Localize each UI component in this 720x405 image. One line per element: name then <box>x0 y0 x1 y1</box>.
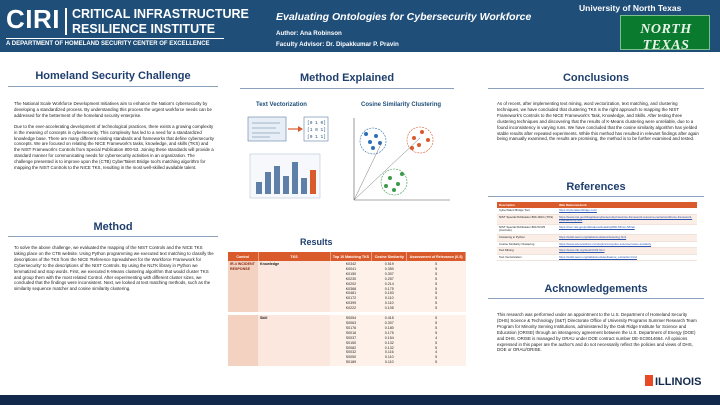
results-scores-value: 0.180 <box>384 325 394 330</box>
results-matches-value: S0016 <box>345 330 357 335</box>
method-body <box>14 245 214 297</box>
reference-link[interactable]: https://cybertalentbridge.com/ <box>557 208 697 214</box>
reference-description: NIST Special Publication 800-181r1 (TKS) <box>497 214 557 224</box>
results-assess-value: 5 <box>435 316 438 321</box>
results-matches-value: S0054 <box>345 316 357 321</box>
illinois-block-i-icon <box>645 375 653 386</box>
results-body <box>228 261 466 366</box>
results-scores-value: 0.175 <box>384 330 394 335</box>
results-scores-value: 0.519 <box>384 262 394 266</box>
results-assess-value: 5 <box>435 286 438 291</box>
results-assess-value: 5 <box>435 320 438 325</box>
results-scores-value: 0.116 <box>384 350 394 355</box>
reference-link[interactable]: https://csrc.nist.gov/publications/detail/sp/800-53/rev-5/final <box>557 224 697 234</box>
challenge-paragraph-2: Due to the ever-accelerating development of technological practices, there exists a growing complexity in the meaning of concepts in cybersecurity. This complexity has led to a need for a standardized knowledge base. There are many different existing standards and frameworks that define cybersecurity concepts. We are focused on relating the NICE Framework's tasks, knowledge, and skills (TKS) and the NIST Framework's Controls from Special Publication 800-53. Joining these standards will provide a standard manner for communicating needs for cybersecurity activities in an organization. The challenge presented is to improve upon the (CTB) CyberTalent Bridge tool's matching algorithm for mapping the NIST Controls to the NICE TKS, resulting in the most well-skilled available talent. <box>14 123 214 171</box>
results-col-control: Control <box>228 252 258 261</box>
unt-logo-text: NORTH TEXAS <box>640 22 692 53</box>
results-assess-value: 5 <box>435 330 438 335</box>
results-matches-value: S0150 <box>345 340 357 345</box>
reference-description: Text Mining <box>497 248 557 255</box>
results-col-tks: TKS <box>258 252 330 261</box>
reference-description: Text Vectorization <box>497 254 557 261</box>
logo-subtitle: A DEPARTMENT OF HOMELAND SECURITY CENTER OF EXCELLENCE <box>6 41 210 47</box>
results-scores-cell <box>372 315 407 366</box>
results-assess-value: 5 <box>435 301 438 306</box>
challenge-paragraph-1: The National Scale Workforce Development Initiatives aim to enhance the Nation's cybersecurity by developing a standardized process. By understanding this process the urgent workforce needs can be addressed for the betterment of the homeland security enterprise. <box>14 101 212 118</box>
results-scores-value: 0.110 <box>384 360 394 365</box>
results-assess-cell <box>407 261 466 312</box>
reference-link[interactable]: https://scikit-learn.org/stable/modules/clustering.html <box>557 234 697 241</box>
references-table <box>497 202 697 261</box>
ciri-logo <box>2 3 249 49</box>
reference-row <box>497 224 697 234</box>
poster-title: Evaluating Ontologies for Cybersecurity Workforce <box>276 11 532 23</box>
results-matches-value: S0176 <box>345 325 357 330</box>
results-col-cosine: Cosine Similarity <box>372 252 407 261</box>
logo-rule <box>6 38 224 39</box>
svg-text:[1 0 1]: [1 0 1] <box>307 128 326 133</box>
results-matches-value: S0050 <box>345 355 357 360</box>
results-scores-value: 0.175 <box>384 286 394 291</box>
challenge-divider <box>8 86 218 87</box>
results-scores-value: 0.350 <box>384 266 394 271</box>
references-col-link: Web Reference/Link <box>557 202 697 208</box>
reference-link[interactable]: https://www.nist.gov/itl/applied-cybersecurity/nice/nice-framework-resource-center/workforce-framework-cybersecurity-nice <box>557 214 697 224</box>
results-row <box>228 261 466 312</box>
reference-row <box>497 234 697 241</box>
logo-line-1: CRITICAL INFRASTRUCTURE <box>72 7 249 21</box>
results-assess-value: 5 <box>435 345 438 350</box>
results-assess-value: 5 <box>435 281 438 286</box>
header-banner <box>0 0 720 52</box>
results-assess-value: 5 <box>435 276 438 281</box>
results-scores-value: 0.214 <box>384 281 394 286</box>
reference-row <box>497 248 697 255</box>
logo-divider <box>65 8 67 35</box>
results-matches-cell <box>330 315 372 366</box>
results-matches-value: S0063 <box>345 320 357 325</box>
references-body <box>497 208 697 261</box>
logo-line-2: RESILIENCE INSTITUTE <box>72 22 216 36</box>
results-assess-cell <box>407 315 466 366</box>
results-matches-value: K0041 <box>345 266 357 271</box>
reference-row <box>497 214 697 224</box>
references-heading: References <box>566 181 626 193</box>
results-assess-value: 5 <box>435 296 438 301</box>
results-matches-value: K0222 <box>345 306 357 311</box>
results-assess-value: 5 <box>435 271 438 276</box>
logo-ciri-text: CIRI <box>6 4 60 34</box>
results-scores-value: 0.415 <box>384 316 394 321</box>
results-matches-value: S0189 <box>345 360 357 365</box>
challenge-heading: Homeland Security Challenge <box>35 70 191 82</box>
cosine-similarity-label: Cosine Similarity Clustering <box>361 102 442 108</box>
author-line: Author: Ana Robinson <box>276 30 342 37</box>
method-explained-divider <box>240 88 454 89</box>
reference-row <box>497 254 697 261</box>
results-scores-value: 0.132 <box>384 345 394 350</box>
results-assess-value: 4 <box>435 335 438 340</box>
conclusions-divider <box>488 88 704 89</box>
method-heading: Method <box>93 221 133 233</box>
unt-logo <box>620 15 710 53</box>
cosine-similarity-diagram <box>342 112 457 212</box>
footer-bar <box>0 395 720 405</box>
challenge-body <box>14 101 214 176</box>
results-matches-value: S0032 <box>345 350 357 355</box>
results-scores-value: 0.154 <box>384 335 394 340</box>
results-row <box>228 315 466 366</box>
references-divider <box>488 196 704 197</box>
results-scores-value: 0.307 <box>384 271 394 276</box>
results-control-cell: IR-4 INCIDENT RESPONSE <box>228 261 258 312</box>
illinois-logo <box>645 375 701 393</box>
results-col-top10: Top 10 Matching TKS <box>330 252 372 261</box>
results-matches-value: K0481 <box>345 291 357 296</box>
results-assess-value: 5 <box>435 340 438 345</box>
acknowledgements-heading: Acknowledgements <box>544 283 648 295</box>
results-matches-value: K0150 <box>345 271 357 276</box>
results-matches-value: S0082 <box>345 345 357 350</box>
references-col-description: Description <box>497 202 557 208</box>
results-matches-value: K0230 <box>345 276 357 281</box>
reference-description: NIST Special Publication 800-53 R5 (Controls) <box>497 224 557 234</box>
results-col-assessment: Assessment of Relevance (0-5) <box>407 252 466 261</box>
illinois-wordmark: ILLINOIS <box>655 376 702 388</box>
results-scores-value: 0.153 <box>384 291 394 296</box>
results-assess-value: 5 <box>435 291 438 296</box>
results-scores-value: 0.257 <box>384 276 394 281</box>
results-assess-value: 5 <box>435 325 438 330</box>
results-assess-value: 4 <box>435 350 438 355</box>
reference-link[interactable]: https://scikit-learn.org/stable/modules/feature_extraction.html <box>557 254 697 261</box>
results-matches-value: K0368 <box>345 286 357 291</box>
results-assess-value: 5 <box>435 360 438 365</box>
reference-description: Clustering in Python <box>497 234 557 241</box>
acknowledgements-divider <box>488 298 704 299</box>
reference-link[interactable]: https://www.nltk.org/book/ch03.html <box>557 248 697 255</box>
conclusions-heading: Conclusions <box>562 72 629 84</box>
results-matches-value: K0172 <box>345 296 357 301</box>
results-scores-value: 0.132 <box>384 340 394 345</box>
reference-row <box>497 241 697 248</box>
reference-description: CyberTalent Bridge Tool <box>497 208 557 214</box>
results-matches-value: K0399 <box>345 301 357 306</box>
conclusions-body <box>497 101 699 147</box>
results-control-cell <box>228 315 258 366</box>
results-tks-cell: Knowledge <box>258 261 330 312</box>
results-matches-cell <box>330 261 372 312</box>
results-scores-value: 0.110 <box>384 355 394 360</box>
results-assess-value: 5 <box>435 266 438 271</box>
university-name: University of North Texas <box>579 3 682 13</box>
results-table <box>228 252 466 366</box>
results-scores-value: 0.307 <box>384 320 394 325</box>
conclusions-paragraph-1: As of recent, after implementing text mining, word vectorization, text matching, and clustering techniques, we have concluded that clustering TKS is the right approach to mapping the NIST Framework's Controls to the NICE Framework's Task, Knowledge, and Skills. After testing three clustering techniques and discovering that the results of K-Means clustering were unreliable, due to a found inconsistency in varying runs. We have concluded that the cosine similarity algorithm has yielded stable results after repeated experiments. While this method has resulted in relevant findings after again being manually examined, the results are promising, the method is to be further examined and tested. <box>497 101 699 142</box>
results-scores-value: 0.110 <box>384 296 394 301</box>
results-scores-value: 0.110 <box>384 301 394 306</box>
results-scores-value: 0.105 <box>384 306 394 311</box>
advisor-line: Faculty Advisor: Dr. Dipakkumar P. Pravin <box>276 41 399 48</box>
reference-link[interactable]: https://www.sciencedirect.com/topics/computer-science/cosine-similarity <box>557 241 697 248</box>
svg-text:[0 1 0]: [0 1 0] <box>307 121 326 126</box>
method-explained-heading: Method Explained <box>299 72 395 84</box>
acknowledgements-body <box>497 312 699 358</box>
results-matches-value: S0037 <box>345 335 357 340</box>
method-divider <box>8 236 218 237</box>
acknowledgements-paragraph-1: This research was performed under an appointment to the U.S. Department of Homeland Security (DHS) Science & Technology (S&T) Directorate Office of University Programs Summer Research Team Program for Minority Serving Institutions, administered by the Oak Ridge Institute for Science and Education (ORISE) through an interagency agreement between the U.S. Department of Energy (DOE) and DHS. ORISE is managed by ORAU under DOE contract number DE-SC0014664. All opinions expressed in this paper are the author's and do not necessarily reflect the policies and views of DHS, DOE or ORAU/ORISE. <box>497 312 697 353</box>
results-assess-value: 5 <box>435 262 438 266</box>
svg-text:[0 1 1]: [0 1 1] <box>307 135 326 140</box>
results-heading: Results <box>300 237 333 247</box>
results-scores-cell <box>372 261 407 312</box>
reference-description: Cosine Similarity Clustering <box>497 241 557 248</box>
text-vectorization-label: Text Vectorization <box>256 102 307 108</box>
method-paragraph-1: To solve the above challenge, we evaluated the mapping of the NIST Controls and the NICE TKS taking place on the CTB website. Using Python programming we executed text matching to classify the descriptions of the TKS from the NICE 'Reference Spreadsheet for the Workforce Framework for Cybersecurity' to the descriptions of the NIST Controls. By using the NLTK library in Python we lemmatized and stop words. First, we executed K-Means clustering algorithm that would cluster TKS and group them with the most related Control. After experimenting with different cluster sizes, we concluded that the findings were inconsistent. Next, we looked at text matching methods, such as the similarity sequence matcher and cosine similarity clustering. <box>14 245 214 292</box>
results-matches-value: K0342 <box>345 262 357 266</box>
results-assess-value: 5 <box>435 355 438 360</box>
results-tks-cell: Skill <box>258 315 330 366</box>
text-vectorization-diagram <box>240 112 335 212</box>
results-assess-value: 5 <box>435 306 438 311</box>
results-matches-value: K0202 <box>345 281 357 286</box>
